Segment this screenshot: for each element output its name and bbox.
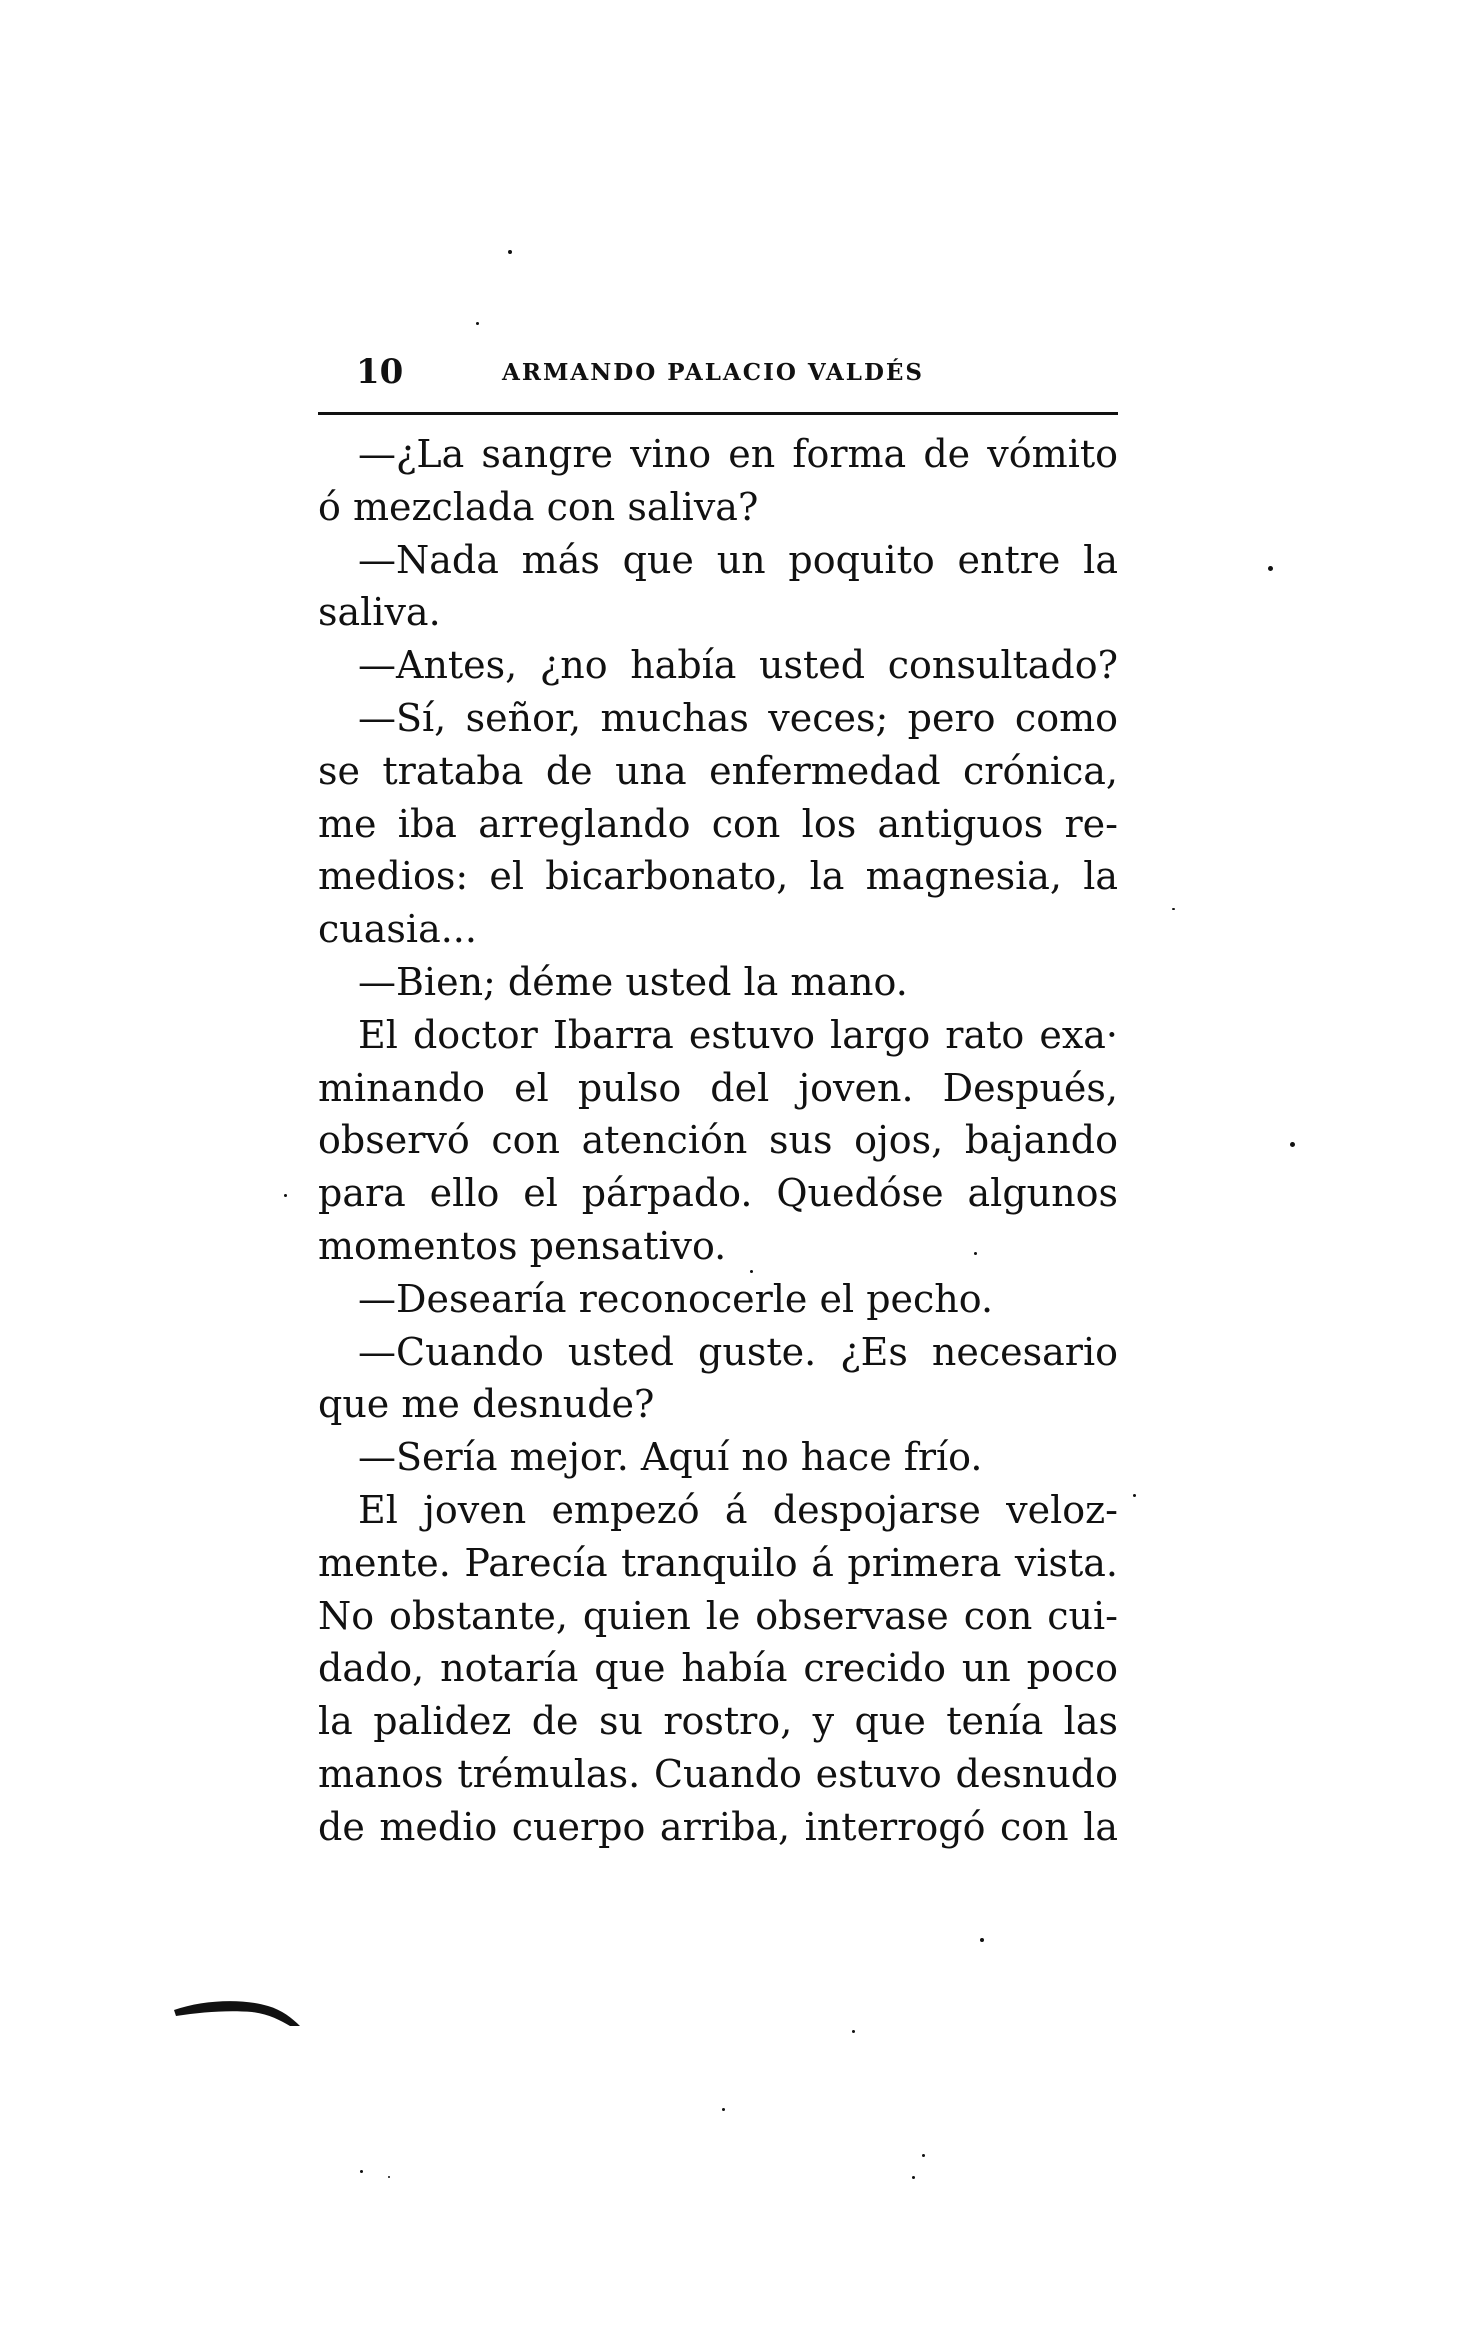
text-line: —¿La sangre vino en forma de vómito bbox=[358, 432, 1118, 476]
text-line: me iba arreglando con los antiguos re- bbox=[318, 801, 1118, 846]
scan-speck bbox=[1268, 566, 1273, 571]
text-line: —Sería mejor. Aquí no hace frío. bbox=[358, 1435, 983, 1480]
text-line: saliva. bbox=[318, 590, 441, 635]
text-line: la palidez de su rostro, y que tenía las bbox=[318, 1699, 1118, 1744]
text-line: No obstante, quien le observase con cui- bbox=[318, 1593, 1118, 1638]
scan-speck bbox=[1172, 908, 1175, 910]
text-line: —Nada más que un poquito entre la bbox=[358, 537, 1118, 582]
text-line: observó con atención sus ojos, bajando bbox=[318, 1118, 1118, 1163]
scan-speck bbox=[1290, 1142, 1295, 1147]
text-line: de medio cuerpo arriba, interrogó con la bbox=[318, 1804, 1118, 1849]
scan-speck bbox=[980, 1938, 984, 1942]
text-line: que me desnude? bbox=[318, 1382, 655, 1427]
scan-speck bbox=[750, 1270, 753, 1273]
text-line: El doctor Ibarra estuvo largo rato exa· bbox=[358, 1012, 1118, 1057]
text-line: —Sí, señor, muchas veces; pero como bbox=[358, 695, 1118, 740]
running-head: ARMANDO PALACIO VALDÉS bbox=[502, 359, 925, 386]
text-line: cuasia... bbox=[318, 907, 477, 952]
text-line: medios: el bicarbonato, la magnesia, la bbox=[318, 854, 1118, 899]
text-line: —Bien; déme usted la mano. bbox=[358, 959, 908, 1004]
text-line: El joven empezó á despojarse veloz- bbox=[358, 1487, 1118, 1532]
text-line: minando el pulso del joven. Después, bbox=[318, 1065, 1118, 1110]
text-line: mente. Parecía tranquilo á primera vista. bbox=[318, 1540, 1118, 1585]
scan-speck bbox=[912, 2176, 915, 2179]
body-text bbox=[318, 428, 1118, 1854]
scan-speck bbox=[284, 1194, 287, 1197]
scan-speck bbox=[1133, 1494, 1136, 1497]
text-line: —Antes, ¿no había usted consultado? bbox=[358, 643, 1118, 688]
text-line: se trataba de una enfermedad crónica, bbox=[318, 748, 1118, 793]
page-header bbox=[318, 352, 1118, 402]
text-line: momentos pensativo. bbox=[318, 1223, 727, 1268]
text-line: —Desearía reconocerle el pecho. bbox=[358, 1276, 994, 1321]
scan-speck bbox=[360, 2170, 363, 2173]
scan-speck bbox=[722, 2108, 725, 2111]
ink-swash-mark bbox=[172, 1992, 302, 2028]
text-line: manos trémulas. Cuando estuvo desnudo bbox=[318, 1751, 1118, 1796]
text-line: —Cuando usted guste. ¿Es necesario bbox=[358, 1329, 1118, 1374]
scan-speck bbox=[388, 2176, 390, 2178]
text-line: ó mezclada con saliva? bbox=[318, 484, 759, 529]
scan-speck bbox=[974, 1252, 977, 1255]
header-rule bbox=[318, 412, 1118, 415]
scan-speck bbox=[922, 2154, 925, 2157]
text-line: para ello el párpado. Quedóse algunos bbox=[318, 1171, 1118, 1216]
scan-speck bbox=[508, 250, 512, 254]
scan-speck bbox=[476, 322, 479, 325]
scan-speck bbox=[852, 2030, 855, 2033]
text-line: dado, notaría que había crecido un poco bbox=[318, 1646, 1118, 1691]
page-number: 10 bbox=[356, 352, 404, 392]
